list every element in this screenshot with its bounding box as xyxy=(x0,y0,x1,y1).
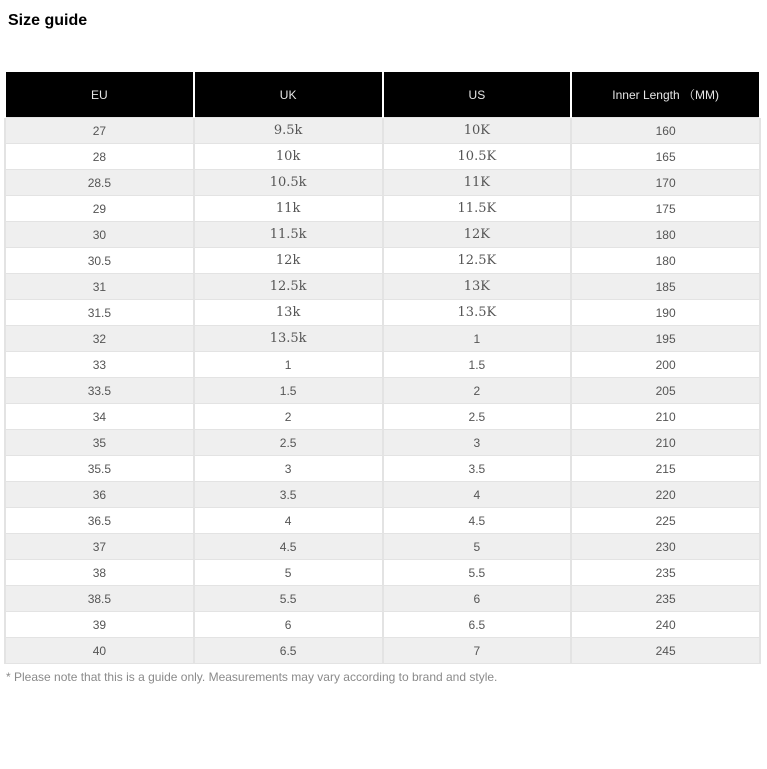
table-row xyxy=(5,456,760,482)
cell-us: 2.5 xyxy=(383,404,572,430)
cell-eu: 30.5 xyxy=(5,248,194,274)
cell-us: 13K xyxy=(383,274,572,300)
cell-us: 1.5 xyxy=(383,352,572,378)
table-row xyxy=(5,300,760,326)
header-us: US xyxy=(383,72,572,118)
cell-us: 2 xyxy=(383,378,572,404)
table-row xyxy=(5,144,760,170)
table-row xyxy=(5,352,760,378)
cell-inner-length: 215 xyxy=(571,456,760,482)
cell-eu: 28 xyxy=(5,144,194,170)
header-uk: UK xyxy=(194,72,383,118)
cell-us: 11K xyxy=(383,170,572,196)
cell-uk: 12k xyxy=(194,248,383,274)
size-table xyxy=(4,72,761,664)
cell-us: 10K xyxy=(383,118,572,144)
cell-us: 11.5K xyxy=(383,196,572,222)
table-row xyxy=(5,274,760,300)
cell-us: 12.5K xyxy=(383,248,572,274)
cell-eu: 29 xyxy=(5,196,194,222)
cell-uk: 9.5k xyxy=(194,118,383,144)
cell-eu: 30 xyxy=(5,222,194,248)
cell-eu: 40 xyxy=(5,638,194,664)
cell-uk: 1 xyxy=(194,352,383,378)
cell-eu: 31.5 xyxy=(5,300,194,326)
cell-uk: 10k xyxy=(194,144,383,170)
header-inner-length: Inner Length （MM) xyxy=(571,72,760,118)
cell-inner-length: 235 xyxy=(571,560,760,586)
cell-uk: 12.5k xyxy=(194,274,383,300)
header-row xyxy=(5,72,760,118)
table-row xyxy=(5,638,760,664)
cell-eu: 33.5 xyxy=(5,378,194,404)
table-row xyxy=(5,560,760,586)
cell-eu: 36 xyxy=(5,482,194,508)
table-row xyxy=(5,534,760,560)
cell-uk: 5 xyxy=(194,560,383,586)
cell-inner-length: 180 xyxy=(571,222,760,248)
cell-uk: 6.5 xyxy=(194,638,383,664)
cell-eu: 35 xyxy=(5,430,194,456)
table-row xyxy=(5,508,760,534)
cell-us: 3 xyxy=(383,430,572,456)
cell-uk: 13k xyxy=(194,300,383,326)
cell-us: 3.5 xyxy=(383,456,572,482)
cell-us: 6 xyxy=(383,586,572,612)
table-row xyxy=(5,326,760,352)
cell-eu: 37 xyxy=(5,534,194,560)
cell-uk: 11.5k xyxy=(194,222,383,248)
cell-eu: 34 xyxy=(5,404,194,430)
table-row xyxy=(5,430,760,456)
cell-uk: 13.5k xyxy=(194,326,383,352)
cell-uk: 4.5 xyxy=(194,534,383,560)
cell-inner-length: 205 xyxy=(571,378,760,404)
cell-eu: 38 xyxy=(5,560,194,586)
cell-inner-length: 170 xyxy=(571,170,760,196)
header-eu: EU xyxy=(5,72,194,118)
cell-us: 7 xyxy=(383,638,572,664)
table-row xyxy=(5,404,760,430)
cell-inner-length: 165 xyxy=(571,144,760,170)
cell-inner-length: 230 xyxy=(571,534,760,560)
cell-inner-length: 235 xyxy=(571,586,760,612)
cell-uk: 2.5 xyxy=(194,430,383,456)
cell-inner-length: 245 xyxy=(571,638,760,664)
cell-inner-length: 210 xyxy=(571,430,760,456)
cell-us: 10.5K xyxy=(383,144,572,170)
table-row xyxy=(5,248,760,274)
cell-eu: 33 xyxy=(5,352,194,378)
cell-uk: 11k xyxy=(194,196,383,222)
cell-eu: 27 xyxy=(5,118,194,144)
cell-uk: 6 xyxy=(194,612,383,638)
cell-uk: 10.5k xyxy=(194,170,383,196)
table-row xyxy=(5,118,760,144)
cell-us: 5.5 xyxy=(383,560,572,586)
cell-eu: 28.5 xyxy=(5,170,194,196)
table-row xyxy=(5,170,760,196)
page-title: Size guide xyxy=(8,12,88,29)
table-row xyxy=(5,612,760,638)
table-body xyxy=(5,118,760,664)
table-row xyxy=(5,196,760,222)
cell-uk: 2 xyxy=(194,404,383,430)
disclaimer-note: * Please note that this is a guide only. Measurements may vary according to brand and style. xyxy=(6,670,498,684)
cell-inner-length: 220 xyxy=(571,482,760,508)
cell-us: 1 xyxy=(383,326,572,352)
cell-eu: 35.5 xyxy=(5,456,194,482)
cell-inner-length: 210 xyxy=(571,404,760,430)
cell-inner-length: 225 xyxy=(571,508,760,534)
cell-eu: 38.5 xyxy=(5,586,194,612)
cell-uk: 3 xyxy=(194,456,383,482)
cell-inner-length: 200 xyxy=(571,352,760,378)
cell-eu: 39 xyxy=(5,612,194,638)
cell-inner-length: 160 xyxy=(571,118,760,144)
cell-eu: 31 xyxy=(5,274,194,300)
cell-inner-length: 240 xyxy=(571,612,760,638)
cell-uk: 5.5 xyxy=(194,586,383,612)
cell-uk: 1.5 xyxy=(194,378,383,404)
cell-inner-length: 185 xyxy=(571,274,760,300)
cell-inner-length: 190 xyxy=(571,300,760,326)
cell-eu: 32 xyxy=(5,326,194,352)
cell-uk: 3.5 xyxy=(194,482,383,508)
table-row xyxy=(5,586,760,612)
cell-eu: 36.5 xyxy=(5,508,194,534)
table-row xyxy=(5,482,760,508)
cell-us: 5 xyxy=(383,534,572,560)
cell-us: 4 xyxy=(383,482,572,508)
cell-inner-length: 175 xyxy=(571,196,760,222)
cell-inner-length: 195 xyxy=(571,326,760,352)
cell-us: 6.5 xyxy=(383,612,572,638)
cell-us: 13.5K xyxy=(383,300,572,326)
cell-uk: 4 xyxy=(194,508,383,534)
table-header xyxy=(5,72,760,118)
cell-us: 12K xyxy=(383,222,572,248)
table-row xyxy=(5,222,760,248)
table-row xyxy=(5,378,760,404)
cell-us: 4.5 xyxy=(383,508,572,534)
cell-inner-length: 180 xyxy=(571,248,760,274)
